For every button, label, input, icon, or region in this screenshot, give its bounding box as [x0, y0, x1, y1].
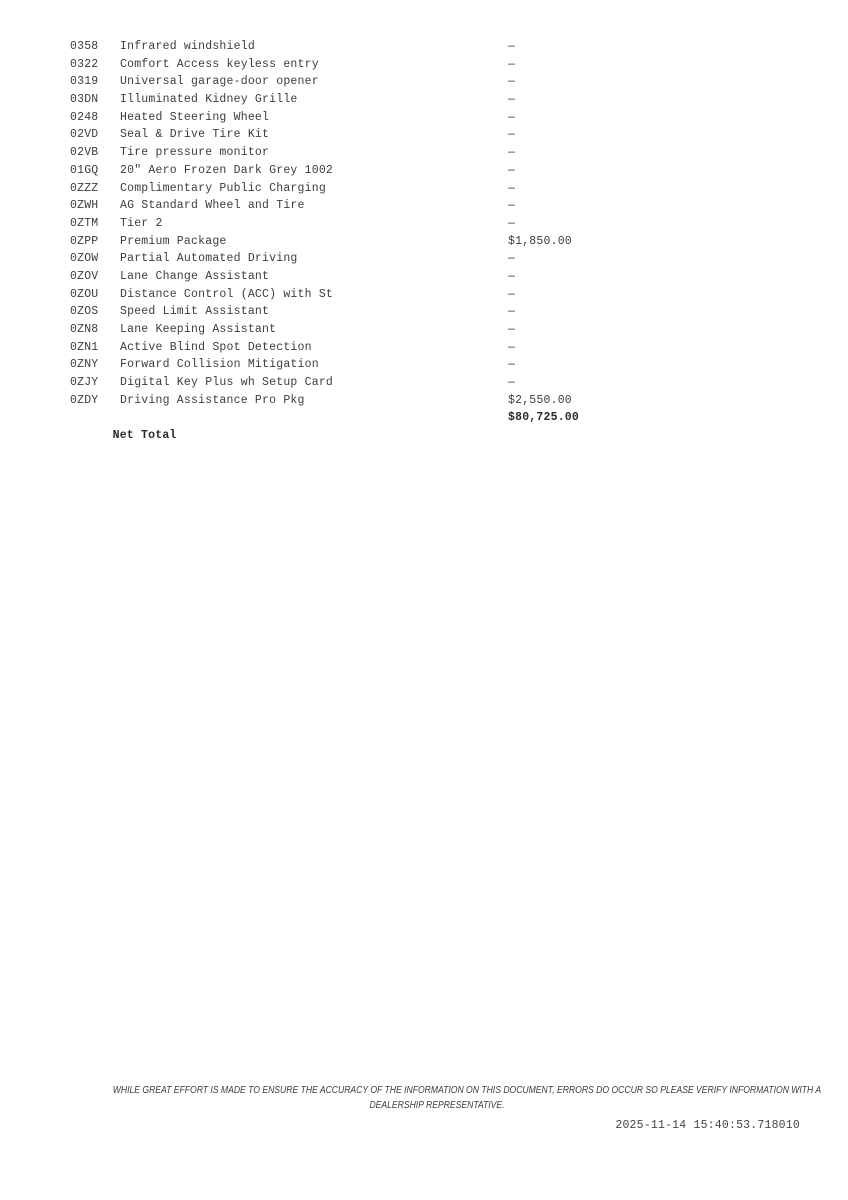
table-row — [70, 374, 780, 392]
table-row — [70, 73, 780, 91]
option-description: Infrared windshield — [120, 40, 255, 53]
disclaimer-line-1: WHILE GREAT EFFORT IS MADE TO ENSURE THE ACCURACY OF THE INFORMATION ON THIS DOCUMENT, ERRORS DO OCCUR SO PLEASE VERIFY INFORMATION WITH A — [112, 1085, 822, 1096]
net-total-row — [70, 409, 780, 443]
table-row — [70, 268, 780, 286]
table-row — [70, 215, 780, 233]
option-code: 0ZTM — [70, 216, 99, 230]
table-row — [70, 250, 780, 268]
option-price: — — [508, 75, 516, 89]
disclaimer — [60, 1083, 822, 1113]
table-row — [70, 197, 780, 215]
option-price: — — [508, 199, 516, 213]
option-price: — — [508, 128, 516, 142]
option-price: — — [508, 181, 516, 195]
option-code: 0ZNY — [70, 358, 99, 372]
option-price: — — [508, 216, 516, 230]
option-description: Comfort Access keyless entry — [120, 57, 319, 71]
option-description: Speed Limit Assistant — [120, 305, 270, 319]
table-row — [70, 286, 780, 304]
option-price: — — [508, 110, 516, 124]
option-price: — — [508, 269, 516, 283]
option-description: Forward Collision Mitigation — [120, 358, 319, 372]
option-price: — — [508, 93, 516, 107]
option-code: 0319 — [70, 75, 99, 89]
option-price: — — [508, 146, 516, 160]
option-code: 03DN — [70, 93, 99, 107]
option-description: Digital Key Plus wh Setup Card — [120, 376, 334, 390]
option-code: 0322 — [70, 57, 99, 71]
table-row — [70, 392, 780, 410]
options-list — [70, 38, 780, 443]
option-description: AG Standard Wheel and Tire — [120, 199, 305, 213]
option-code: 0ZOS — [70, 305, 99, 319]
table-row — [70, 38, 780, 56]
option-price: — — [508, 40, 516, 53]
option-price: — — [508, 305, 516, 319]
table-row — [70, 162, 780, 180]
table-row — [70, 339, 780, 357]
disclaimer-line-2: DEALERSHIP REPRESENTATIVE. — [369, 1100, 505, 1111]
table-row — [70, 56, 780, 74]
option-description: Seal & Drive Tire Kit — [120, 128, 270, 142]
option-code: 0ZOU — [70, 287, 99, 301]
option-price: — — [508, 358, 516, 372]
option-description: Active Blind Spot Detection — [120, 340, 312, 354]
option-description: Lane Keeping Assistant — [120, 323, 277, 336]
option-description: Heated Steering Wheel — [120, 110, 270, 124]
table-row — [70, 180, 780, 198]
option-code: 0ZDY — [70, 393, 99, 407]
table-row — [70, 109, 780, 127]
option-description: Universal garage-door opener — [120, 75, 319, 89]
option-price: — — [508, 287, 516, 301]
option-code: 02VB — [70, 146, 99, 160]
option-code: 0ZJY — [70, 376, 99, 390]
option-description: Distance Control (ACC) with St — [120, 287, 334, 301]
option-code: 0ZN1 — [70, 340, 99, 354]
option-code: 0ZOW — [70, 252, 99, 266]
option-description: Premium Package — [120, 234, 227, 248]
option-description: Partial Automated Driving — [120, 252, 298, 266]
net-total-value: $80,725.00 — [508, 411, 580, 425]
option-code: 0ZWH — [70, 199, 99, 213]
option-description: Lane Change Assistant — [120, 269, 270, 283]
option-price: — — [508, 376, 516, 390]
net-total-label: Net Total — [112, 429, 177, 443]
option-price: — — [508, 57, 516, 71]
option-code: 0ZOV — [70, 269, 99, 283]
option-price: — — [508, 323, 516, 336]
table-row — [70, 356, 780, 374]
option-code: 0248 — [70, 110, 99, 124]
option-price: — — [508, 163, 516, 177]
table-row — [70, 303, 780, 321]
option-code: 01GQ — [70, 163, 99, 177]
option-description: Tire pressure monitor — [120, 146, 270, 160]
option-description: 20" Aero Frozen Dark Grey 1002 — [120, 163, 334, 177]
option-description: Illuminated Kidney Grille — [120, 93, 298, 107]
generation-timestamp: 2025-11-14 15:40:53.718010 — [615, 1119, 800, 1132]
option-code: 0ZZZ — [70, 181, 99, 195]
table-row — [70, 321, 780, 339]
option-code: 02VD — [70, 128, 99, 142]
table-row — [70, 126, 780, 144]
option-price: $1,850.00 — [508, 234, 572, 248]
option-code: 0ZPP — [70, 234, 99, 248]
option-price: — — [508, 252, 516, 266]
option-code: 0358 — [70, 40, 99, 53]
option-price: $2,550.00 — [508, 393, 572, 407]
table-row — [70, 233, 780, 251]
option-code: 0ZN8 — [70, 323, 99, 336]
table-row — [70, 91, 780, 109]
table-row — [70, 144, 780, 162]
option-description: Complimentary Public Charging — [120, 181, 326, 195]
option-price: — — [508, 340, 516, 354]
option-description: Driving Assistance Pro Pkg — [120, 393, 305, 407]
option-description: Tier 2 — [120, 216, 163, 230]
